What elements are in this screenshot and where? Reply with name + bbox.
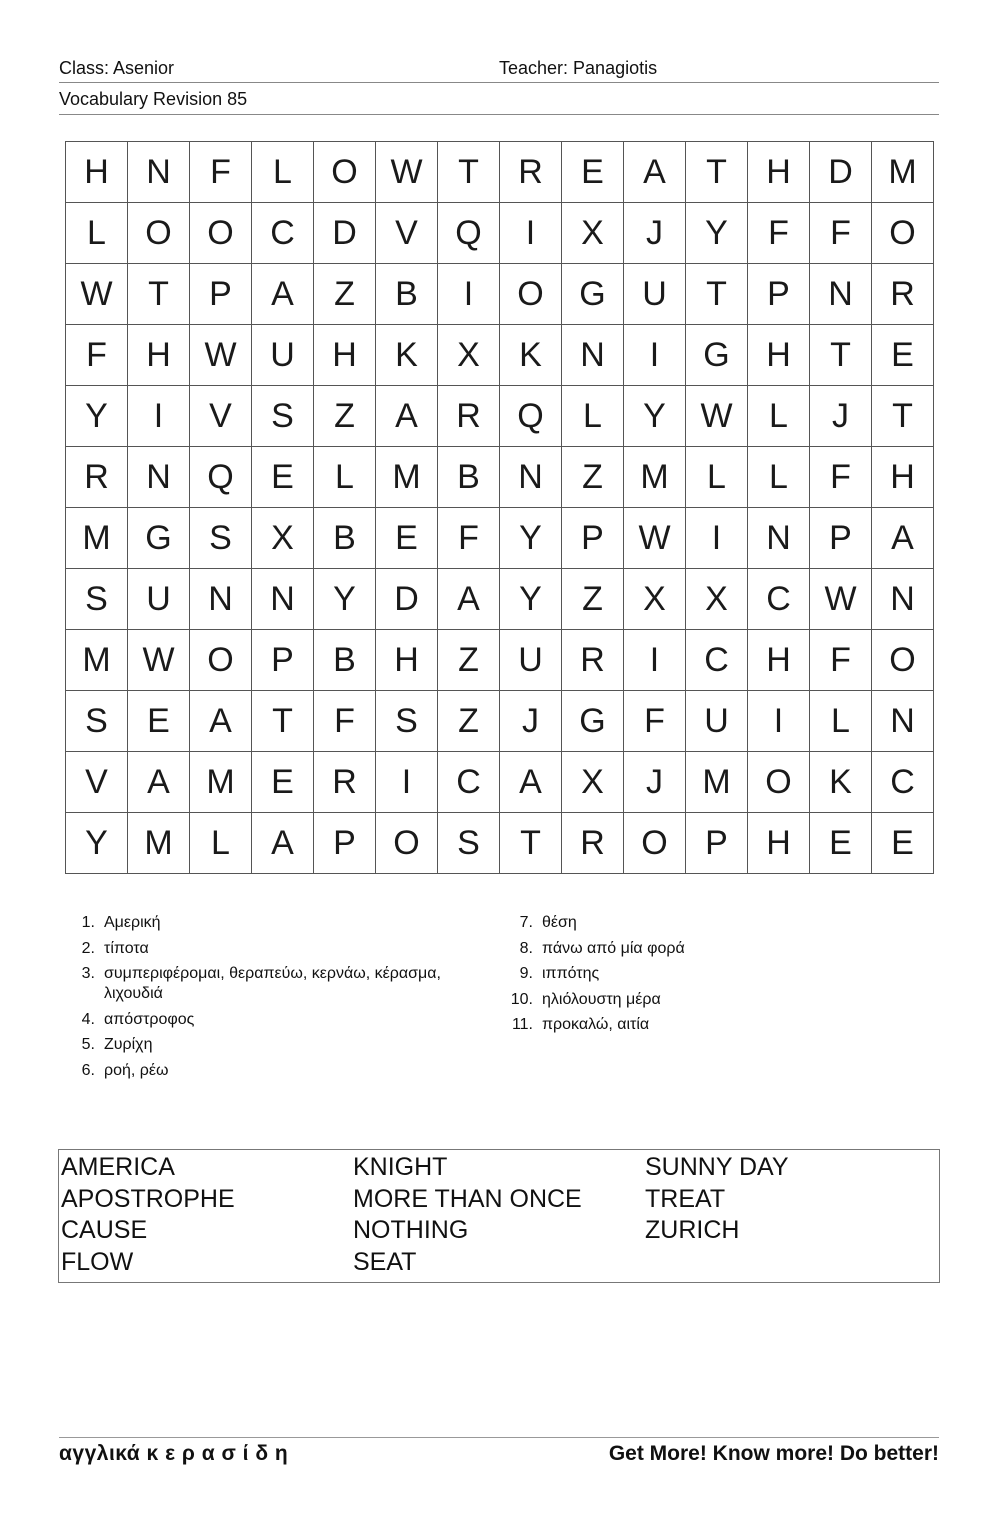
grid-letter-cell[interactable]: C <box>872 752 934 813</box>
grid-letter-cell[interactable]: O <box>872 630 934 691</box>
grid-letter-cell[interactable]: L <box>748 447 810 508</box>
grid-letter-cell[interactable]: Z <box>562 569 624 630</box>
grid-letter-cell[interactable]: Y <box>66 813 128 874</box>
grid-letter-cell[interactable]: B <box>314 508 376 569</box>
grid-letter-cell[interactable]: M <box>624 447 686 508</box>
grid-letter-cell[interactable]: I <box>128 386 190 447</box>
grid-letter-cell[interactable]: H <box>376 630 438 691</box>
grid-row <box>66 752 934 813</box>
clue-text: τίποτα <box>104 939 149 957</box>
grid-letter-cell[interactable]: J <box>624 752 686 813</box>
grid-letter-cell[interactable]: B <box>314 630 376 691</box>
grid-letter-cell[interactable]: F <box>810 203 872 264</box>
clue-list-left <box>60 913 480 1086</box>
grid-letter-cell[interactable]: U <box>686 691 748 752</box>
grid-letter-cell[interactable]: T <box>872 386 934 447</box>
grid-letter-cell[interactable]: Y <box>66 386 128 447</box>
word-bank-word: FLOW <box>61 1247 134 1276</box>
grid-letter-cell[interactable]: L <box>314 447 376 508</box>
clue-number: 9. <box>519 965 533 982</box>
grid-letter-cell[interactable]: O <box>190 203 252 264</box>
grid-letter-cell[interactable]: I <box>686 508 748 569</box>
clue-item <box>60 939 480 959</box>
grid-letter-cell[interactable]: P <box>810 508 872 569</box>
clue-text: συμπεριφέρομαι, θεραπεύω, κερνάω, κέρασμα, λιχουδιά <box>104 965 441 1002</box>
grid-letter-cell[interactable]: H <box>66 142 128 203</box>
grid-letter-cell[interactable]: F <box>314 691 376 752</box>
grid-letter-cell[interactable]: N <box>872 569 934 630</box>
grid-letter-cell[interactable]: R <box>872 264 934 325</box>
clue-text: ροή, ρέω <box>104 1061 169 1079</box>
grid-letter-cell[interactable]: Y <box>686 203 748 264</box>
grid-letter-cell[interactable]: F <box>66 325 128 386</box>
grid-letter-cell[interactable]: E <box>872 813 934 874</box>
clue-number: 7. <box>519 914 533 931</box>
grid-letter-cell[interactable]: E <box>810 813 872 874</box>
grid-letter-cell[interactable]: D <box>314 203 376 264</box>
grid-row <box>66 508 934 569</box>
clue-list-right <box>498 913 918 1041</box>
grid-letter-cell[interactable]: L <box>562 386 624 447</box>
grid-letter-cell[interactable]: I <box>748 691 810 752</box>
grid-letter-cell[interactable]: B <box>376 264 438 325</box>
grid-letter-cell[interactable]: Z <box>314 264 376 325</box>
grid-letter-cell[interactable]: F <box>810 630 872 691</box>
grid-row <box>66 264 934 325</box>
grid-letter-cell[interactable]: Y <box>500 508 562 569</box>
grid-letter-cell[interactable]: O <box>624 813 686 874</box>
clue-item <box>498 939 918 959</box>
worksheet-title: Vocabulary Revision 85 <box>59 89 248 109</box>
word-bank-word: APOSTROPHE <box>61 1184 235 1213</box>
grid-letter-cell[interactable]: X <box>438 325 500 386</box>
grid-letter-cell[interactable]: B <box>438 447 500 508</box>
grid-letter-cell[interactable]: W <box>686 386 748 447</box>
clue-item <box>498 1015 918 1035</box>
clue-number: 2. <box>81 939 95 957</box>
grid-letter-cell[interactable]: N <box>190 569 252 630</box>
grid-letter-cell[interactable]: R <box>562 630 624 691</box>
grid-letter-cell[interactable]: N <box>128 142 190 203</box>
grid-letter-cell[interactable]: A <box>376 386 438 447</box>
grid-letter-cell[interactable]: S <box>66 569 128 630</box>
grid-letter-cell[interactable]: S <box>376 691 438 752</box>
grid-letter-cell[interactable]: L <box>190 813 252 874</box>
grid-letter-cell[interactable]: U <box>500 630 562 691</box>
grid-letter-cell[interactable]: P <box>190 264 252 325</box>
grid-letter-cell[interactable]: G <box>686 325 748 386</box>
grid-letter-cell[interactable]: N <box>872 691 934 752</box>
grid-letter-cell[interactable]: E <box>872 325 934 386</box>
grid-letter-cell[interactable]: P <box>314 813 376 874</box>
grid-letter-cell[interactable]: H <box>128 325 190 386</box>
grid-letter-cell[interactable]: E <box>128 691 190 752</box>
grid-letter-cell[interactable]: M <box>66 630 128 691</box>
grid-letter-cell[interactable]: V <box>66 752 128 813</box>
grid-letter-cell[interactable]: I <box>438 264 500 325</box>
grid-letter-cell[interactable]: T <box>810 325 872 386</box>
grid-letter-cell[interactable]: Q <box>190 447 252 508</box>
grid-letter-cell[interactable]: P <box>252 630 314 691</box>
grid-letter-cell[interactable]: V <box>376 203 438 264</box>
grid-letter-cell[interactable]: R <box>66 447 128 508</box>
grid-letter-cell[interactable]: P <box>562 508 624 569</box>
word-bank-column <box>645 1152 789 1247</box>
clue-item <box>60 1061 480 1081</box>
grid-letter-cell[interactable]: A <box>624 142 686 203</box>
grid-letter-cell[interactable]: E <box>252 447 314 508</box>
clue-number: 3. <box>81 965 95 982</box>
grid-letter-cell[interactable]: V <box>190 386 252 447</box>
word-bank-column <box>353 1152 582 1278</box>
grid-letter-cell[interactable]: F <box>438 508 500 569</box>
grid-letter-cell[interactable]: O <box>872 203 934 264</box>
grid-letter-cell[interactable]: X <box>252 508 314 569</box>
grid-letter-cell[interactable]: T <box>686 264 748 325</box>
grid-letter-cell[interactable]: Z <box>314 386 376 447</box>
grid-letter-cell[interactable]: N <box>562 325 624 386</box>
grid-letter-cell[interactable]: M <box>686 752 748 813</box>
grid-letter-cell[interactable]: H <box>748 142 810 203</box>
grid-letter-cell[interactable]: K <box>376 325 438 386</box>
grid-letter-cell[interactable]: L <box>810 691 872 752</box>
grid-letter-cell[interactable]: J <box>810 386 872 447</box>
footer-brand: αγγλικά κ ε ρ α σ ί δ η <box>59 1442 289 1465</box>
grid-row <box>66 813 934 874</box>
grid-letter-cell[interactable]: Z <box>562 447 624 508</box>
grid-letter-cell[interactable]: D <box>810 142 872 203</box>
clue-number: 5. <box>81 1036 95 1053</box>
grid-letter-cell[interactable]: X <box>562 752 624 813</box>
clue-item <box>498 964 918 984</box>
word-bank-word: NOTHING <box>353 1216 469 1244</box>
grid-letter-cell[interactable]: Q <box>500 386 562 447</box>
grid-letter-cell[interactable]: Z <box>438 691 500 752</box>
word-bank-word: TREAT <box>645 1184 726 1213</box>
clue-text: πάνω από μία φορά <box>542 939 685 957</box>
clue-item <box>60 1010 480 1030</box>
grid-letter-cell[interactable]: F <box>810 447 872 508</box>
grid-letter-cell[interactable]: N <box>128 447 190 508</box>
clue-item <box>60 1035 480 1055</box>
grid-letter-cell[interactable]: L <box>66 203 128 264</box>
grid-letter-cell[interactable]: S <box>252 386 314 447</box>
clue-text: προκαλώ, αιτία <box>542 1016 650 1033</box>
grid-letter-cell[interactable]: A <box>252 813 314 874</box>
footer-slogan: Get More! Know more! Do better! <box>608 1442 939 1465</box>
grid-letter-cell[interactable]: T <box>438 142 500 203</box>
grid-letter-cell[interactable]: Y <box>314 569 376 630</box>
grid-letter-cell[interactable]: W <box>128 630 190 691</box>
grid-letter-cell[interactable]: L <box>252 142 314 203</box>
grid-letter-cell[interactable]: M <box>376 447 438 508</box>
grid-letter-cell[interactable]: T <box>686 142 748 203</box>
grid-letter-cell[interactable]: H <box>748 630 810 691</box>
grid-letter-cell[interactable]: R <box>438 386 500 447</box>
grid-letter-cell[interactable]: U <box>128 569 190 630</box>
grid-letter-cell[interactable]: S <box>190 508 252 569</box>
grid-letter-cell[interactable]: Q <box>438 203 500 264</box>
word-bank-word: AMERICA <box>61 1153 175 1181</box>
clue-number: 1. <box>81 914 95 931</box>
grid-letter-cell[interactable]: C <box>252 203 314 264</box>
grid-letter-cell[interactable]: H <box>872 447 934 508</box>
grid-letter-cell[interactable]: N <box>748 508 810 569</box>
title-row <box>59 89 939 115</box>
grid-letter-cell[interactable]: F <box>748 203 810 264</box>
grid-letter-cell[interactable]: W <box>190 325 252 386</box>
grid-row <box>66 447 934 508</box>
grid-letter-cell[interactable]: S <box>66 691 128 752</box>
grid-letter-cell[interactable]: R <box>500 142 562 203</box>
grid-letter-cell[interactable]: P <box>686 813 748 874</box>
grid-letter-cell[interactable]: A <box>128 752 190 813</box>
grid-letter-cell[interactable]: M <box>190 752 252 813</box>
grid-letter-cell[interactable]: R <box>562 813 624 874</box>
footer-divider <box>59 1437 939 1438</box>
grid-letter-cell[interactable]: S <box>438 813 500 874</box>
clue-text: Αμερική <box>104 914 161 931</box>
grid-letter-cell[interactable]: F <box>190 142 252 203</box>
grid-letter-cell[interactable]: W <box>376 142 438 203</box>
grid-letter-cell[interactable]: R <box>314 752 376 813</box>
grid-letter-cell[interactable]: P <box>748 264 810 325</box>
grid-letter-cell[interactable]: A <box>252 264 314 325</box>
grid-letter-cell[interactable]: X <box>686 569 748 630</box>
grid-letter-cell[interactable]: I <box>500 203 562 264</box>
grid-letter-cell[interactable]: L <box>686 447 748 508</box>
teacher-label: Teacher: Panagiotis <box>499 58 658 78</box>
clue-number: 4. <box>81 1010 95 1028</box>
clue-text: Ζυρίχη <box>104 1036 153 1053</box>
clue-item <box>60 913 480 933</box>
grid-letter-cell[interactable]: M <box>872 142 934 203</box>
grid-letter-cell[interactable]: G <box>562 691 624 752</box>
word-bank-word: SEAT <box>353 1247 417 1276</box>
clue-number: 6. <box>81 1061 95 1079</box>
grid-row <box>66 386 934 447</box>
word-bank-word: ZURICH <box>645 1216 740 1244</box>
grid-letter-cell[interactable]: K <box>500 325 562 386</box>
grid-row <box>66 691 934 752</box>
grid-letter-cell[interactable]: M <box>128 813 190 874</box>
grid-letter-cell[interactable]: D <box>376 569 438 630</box>
grid-row <box>66 325 934 386</box>
clue-text: θέση <box>542 914 577 931</box>
word-bank-column <box>61 1152 235 1278</box>
clue-item <box>498 990 918 1010</box>
grid-letter-cell[interactable]: E <box>376 508 438 569</box>
grid-letter-cell[interactable]: A <box>500 752 562 813</box>
grid-letter-cell[interactable]: U <box>252 325 314 386</box>
grid-letter-cell[interactable]: X <box>624 569 686 630</box>
grid-letter-cell[interactable]: T <box>128 264 190 325</box>
grid-letter-cell[interactable]: W <box>66 264 128 325</box>
grid-letter-cell[interactable]: T <box>500 813 562 874</box>
grid-row <box>66 142 934 203</box>
grid-letter-cell[interactable]: C <box>686 630 748 691</box>
clue-text: ιππότης <box>542 965 600 982</box>
grid-letter-cell[interactable]: O <box>128 203 190 264</box>
word-bank <box>58 1149 940 1283</box>
grid-letter-cell[interactable]: N <box>810 264 872 325</box>
grid-letter-cell[interactable]: L <box>748 386 810 447</box>
word-bank-word: KNIGHT <box>353 1153 448 1181</box>
grid-letter-cell[interactable]: Y <box>624 386 686 447</box>
grid-letter-cell[interactable]: I <box>624 630 686 691</box>
grid-letter-cell[interactable]: Z <box>438 630 500 691</box>
grid-row <box>66 203 934 264</box>
grid-letter-cell[interactable]: H <box>314 325 376 386</box>
grid-letter-cell[interactable]: A <box>872 508 934 569</box>
word-bank-word: SUNNY DAY <box>645 1153 789 1181</box>
grid-letter-cell[interactable]: J <box>500 691 562 752</box>
grid-letter-cell[interactable]: N <box>252 569 314 630</box>
grid-letter-cell[interactable]: I <box>376 752 438 813</box>
grid-letter-cell[interactable]: E <box>562 142 624 203</box>
clue-item <box>498 913 918 933</box>
grid-letter-cell[interactable]: W <box>624 508 686 569</box>
clue-number: 8. <box>519 939 533 957</box>
word-search-grid <box>65 141 934 874</box>
grid-letter-cell[interactable]: M <box>66 508 128 569</box>
grid-letter-cell[interactable]: K <box>810 752 872 813</box>
clue-item <box>60 964 480 1004</box>
grid-letter-cell[interactable]: I <box>624 325 686 386</box>
grid-letter-cell[interactable]: X <box>562 203 624 264</box>
grid-letter-cell[interactable]: O <box>314 142 376 203</box>
grid-letter-cell[interactable]: O <box>500 264 562 325</box>
grid-row <box>66 630 934 691</box>
grid-letter-cell[interactable]: T <box>252 691 314 752</box>
grid-letter-cell[interactable]: O <box>376 813 438 874</box>
grid-letter-cell[interactable]: O <box>190 630 252 691</box>
grid-letter-cell[interactable]: H <box>748 813 810 874</box>
grid-letter-cell[interactable]: E <box>252 752 314 813</box>
grid-letter-cell[interactable]: J <box>624 203 686 264</box>
grid-letter-cell[interactable]: U <box>624 264 686 325</box>
clue-number: 11. <box>511 1016 533 1033</box>
clue-number: 10. <box>510 990 533 1008</box>
grid-letter-cell[interactable]: A <box>190 691 252 752</box>
grid-letter-cell[interactable]: N <box>500 447 562 508</box>
grid-letter-cell[interactable]: A <box>438 569 500 630</box>
grid-letter-cell[interactable]: O <box>748 752 810 813</box>
grid-letter-cell[interactable]: F <box>624 691 686 752</box>
grid-letter-cell[interactable]: G <box>562 264 624 325</box>
grid-letter-cell[interactable]: C <box>748 569 810 630</box>
grid-letter-cell[interactable]: W <box>810 569 872 630</box>
grid-letter-cell[interactable]: H <box>748 325 810 386</box>
header-row <box>59 58 939 83</box>
grid-row <box>66 569 934 630</box>
grid-letter-cell[interactable]: C <box>438 752 500 813</box>
grid-letter-cell[interactable]: G <box>128 508 190 569</box>
class-label: Class: Asenior <box>59 58 175 78</box>
word-bank-word: CAUSE <box>61 1216 148 1244</box>
word-bank-word: MORE THAN ONCE <box>353 1184 582 1213</box>
grid-letter-cell[interactable]: Y <box>500 569 562 630</box>
clue-text: ηλιόλουστη μέρα <box>542 990 661 1008</box>
clue-text: απόστροφος <box>104 1010 195 1028</box>
